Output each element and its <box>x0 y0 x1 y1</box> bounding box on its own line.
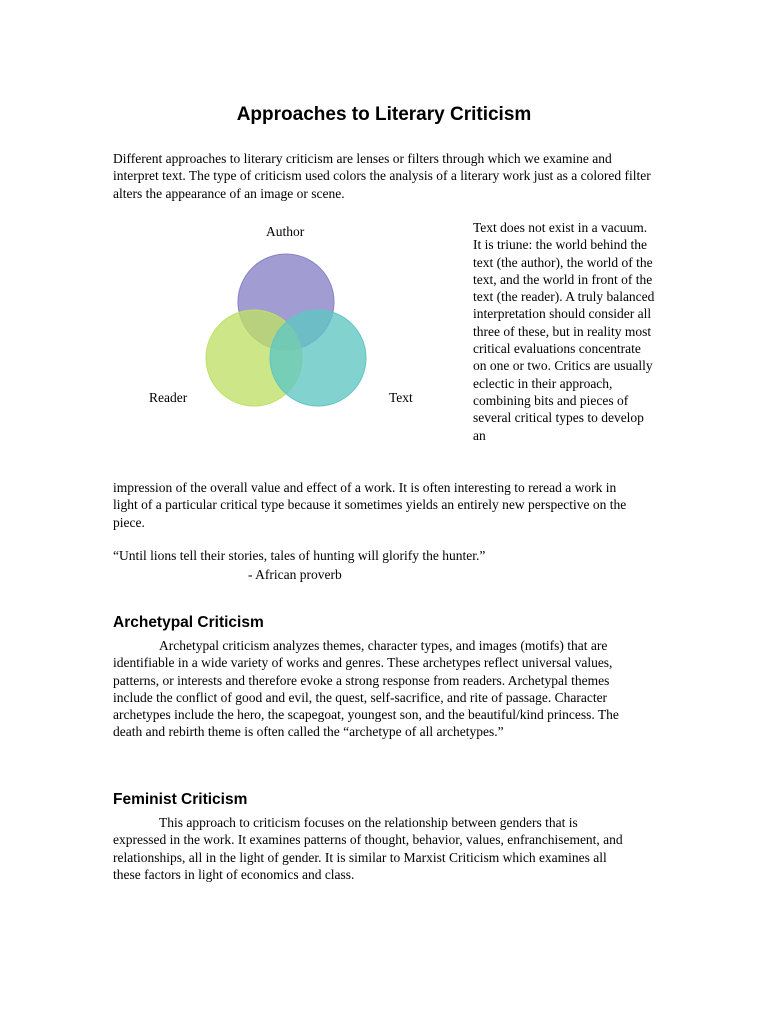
section-heading-feminist: Feminist Criticism <box>113 791 248 808</box>
continuation-paragraph: impression of the overall value and effect of a work. It is often interesting to reread a work in light of a particular critical type because it sometimes yields an entirely new perspective on the piece. <box>113 480 627 530</box>
quote-attribution: - African proverb <box>248 567 342 582</box>
section-body-feminist: This approach to criticism focuses on the relationship between genders that is expressed in the work. It examines patterns of thought, behavior, values, enfranchisement, and relationships, all in the light of gender. It is similar to Marxist Criticism which examines all these factors in light of economics and class. <box>113 815 623 882</box>
venn-label-reader: Reader <box>149 390 188 405</box>
venn-label-text: Text <box>389 390 413 405</box>
section-heading-archetypal: Archetypal Criticism <box>113 614 264 631</box>
section-body-archetypal: Archetypal criticism analyzes themes, character types, and images (motifs) that are identifiable in a wide variety of works and genres. These archetypes reflect universal values, patterns, or interests and therefore evoke a strong response from readers. Archetypal themes include the conflict of good and evil, the quest, self-sacrifice, and rite of passage. Character archetypes include the hero, the scapegoat, youngest son, and the beautiful/kind princess. The death and rebirth theme is often called the “archetype of all archetypes.” <box>113 638 619 740</box>
proverb-quote: “Until lions tell their stories, tales of hunting will glorify the hunter.” <box>113 548 486 563</box>
page-title: Approaches to Literary Criticism <box>236 104 532 125</box>
venn-diagram <box>195 245 385 415</box>
venn-label-author: Author <box>266 224 305 239</box>
intro-paragraph: Different approaches to literary criticism are lenses or filters through which we examine and interpret text. The type of criticism used colors the analysis of a literary work just as a colored filter alters the appearance of an image or scene. <box>113 151 651 201</box>
sidebar-paragraph: Text does not exist in a vacuum. It is triune: the world behind the text (the author), the world of the text, and the world in front of the text (the reader). A truly balanced interpretation should consider all three of these, but in reality most critical evaluations concentrate on one or two. Critics are usually eclectic in their approach, combining bits and pieces of several critical types to develop an <box>473 220 655 443</box>
venn-circle-text <box>270 310 366 406</box>
